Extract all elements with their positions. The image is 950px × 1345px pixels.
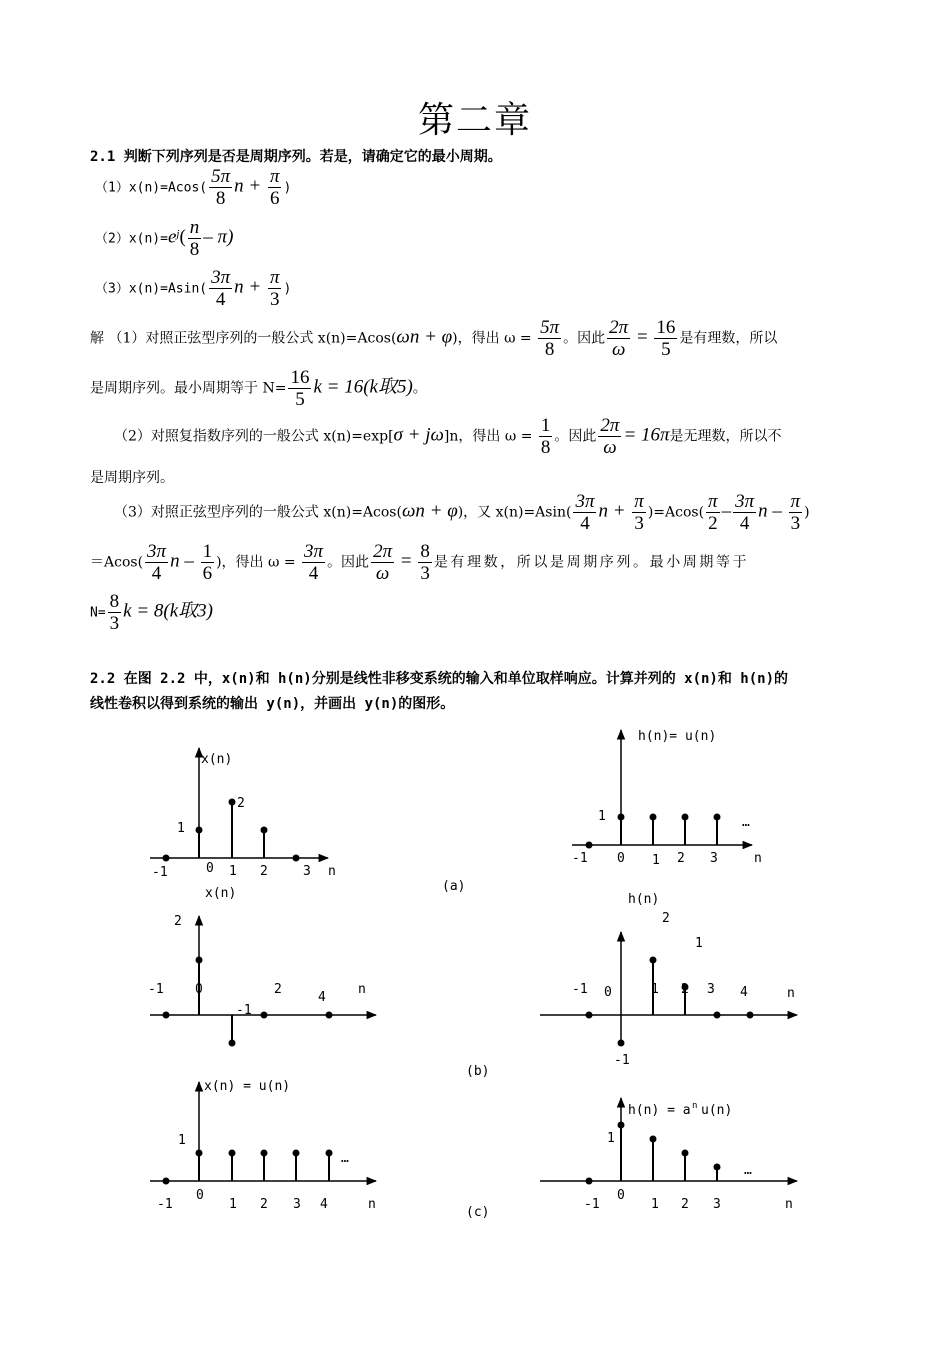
item-3: （3）x(n)=Asin( $\frac{3\pi}{4}$ n + $\frac{\pi}{3}$ ) <box>95 267 292 310</box>
continuation-dots: … <box>742 815 750 830</box>
caption-b: (b) <box>466 1064 490 1079</box>
sample-point <box>747 1012 754 1019</box>
sample-point <box>714 814 721 821</box>
sample-point <box>196 827 203 834</box>
tick-label: 0 <box>206 861 214 876</box>
solution-2-line-2: 是周期序列。 <box>90 470 174 486</box>
tick-label: -1 <box>152 865 168 880</box>
tick-label: -1 <box>148 982 164 997</box>
figure-a-h <box>572 729 762 868</box>
n-label: n <box>785 1197 793 1212</box>
figure-c-h <box>540 1098 797 1212</box>
solution-1-line-1: 解 （1）对照正弦型序列的一般公式 x(n)=Acos(ωn + φ)，得出 ω = $\frac{5\pi}{8}$ 。因此 $\frac{2\pi}{\omega}$ = $\frac{16}{5}$ 是有理数，所以 <box>90 317 778 360</box>
sample-point <box>196 957 203 964</box>
tick-label: -1 <box>584 1197 600 1212</box>
tick-label: -1 <box>572 851 588 866</box>
sample-point <box>229 1150 236 1157</box>
sample-point <box>650 814 657 821</box>
sample-point <box>650 957 657 964</box>
figure-c-x <box>150 1079 376 1212</box>
sample-point <box>163 1012 170 1019</box>
figure-b-x <box>148 886 376 1047</box>
sample-point <box>261 1150 268 1157</box>
axis-label: h(n) = a <box>628 1103 691 1118</box>
tick-label: 4 <box>320 1197 328 1212</box>
tick-label: 1 <box>651 1197 659 1212</box>
tick-label: 2 <box>260 1197 268 1212</box>
sample-point <box>163 1178 170 1185</box>
tick-label: 3 <box>713 1197 721 1212</box>
tick-label: 1 <box>651 982 659 997</box>
n-label: n <box>328 864 336 879</box>
sample-point <box>163 855 170 862</box>
value-label: 2 <box>237 796 245 811</box>
axis-label: x(n) = u(n) <box>204 1079 291 1094</box>
caption-a: (a) <box>442 879 466 894</box>
axis-label-superscript: n <box>692 1101 698 1111</box>
tick-label: -1 <box>157 1197 173 1212</box>
axis-label: x(n) <box>205 886 237 901</box>
sample-point <box>586 1178 593 1185</box>
figure-a-x <box>150 748 336 880</box>
n-label: n <box>754 851 762 866</box>
value-label: 1 <box>598 809 606 824</box>
sample-point <box>586 1012 593 1019</box>
value-label: 1 <box>177 821 185 836</box>
figure-b-h <box>540 892 797 1068</box>
question-2-2-heading-line-1: 2.2 在图 2.2 中，x(n)和 h(n)分别是线性非移变系统的输入和单位取样响应。计算并列的 x(n)和 h(n)的 <box>90 671 789 687</box>
sample-point <box>714 1012 721 1019</box>
solution-3-line-1: （3）对照正弦型序列的一般公式 x(n)=Acos(ωn + φ)，又 x(n)=Asin( $\frac{3\pi}{4}$ n + $\frac{\pi}{3}$ )=Acos( $\frac{\pi}{2}$ – $\frac{3\pi}{4}$ n – $\frac{\pi}{3}$ ) <box>114 491 810 534</box>
solution-1-line-2: 是周期序列。最小周期等于 N= $\frac{16}{5}$ k = 16(k取5)。 <box>90 367 427 410</box>
tick-label: 0 <box>617 1188 625 1203</box>
tick-label: 3 <box>293 1197 301 1212</box>
sample-point <box>682 1150 689 1157</box>
tick-label: 0 <box>195 982 203 997</box>
n-label: n <box>787 986 795 1001</box>
tick-label: 3 <box>710 851 718 866</box>
tick-label: 0 <box>617 851 625 866</box>
value-label: 2 <box>174 914 182 929</box>
tick-label: 2 <box>274 982 282 997</box>
sample-point <box>229 1040 236 1047</box>
value-label: -1 <box>614 1053 630 1068</box>
sample-point <box>293 1150 300 1157</box>
item-1: （1）x(n)=Acos( $\frac{5\pi}{8}$ n + $\frac{\pi}{6}$ ) <box>95 166 292 209</box>
axis-label: x(n) <box>201 752 233 767</box>
sample-point <box>293 855 300 862</box>
question-2-2-heading-line-2: 线性卷积以得到系统的输出 y(n)，并画出 y(n)的图形。 <box>90 696 455 712</box>
sample-point <box>261 827 268 834</box>
tick-label: 2 <box>260 864 268 879</box>
sample-point <box>714 1164 721 1171</box>
n-label: n <box>368 1197 376 1212</box>
solution-2-line-1: （2）对照复指数序列的一般公式 x(n)=exp[σ + jω]n，得出 ω = $\frac{1}{8}$ 。因此 $\frac{2\pi}{\omega}$ = 16π是无理数，所以不 <box>114 415 782 458</box>
question-2-1-heading: 2.1 判断下列序列是否是周期序列。若是，请确定它的最小周期。 <box>90 149 502 165</box>
sample-point <box>650 1136 657 1143</box>
axis-label: h(n)= u(n) <box>638 729 717 744</box>
tick-label: 0 <box>604 985 612 1000</box>
tick-label: 4 <box>740 985 748 1000</box>
sample-point <box>618 814 625 821</box>
value-label: 1 <box>178 1133 186 1148</box>
sample-point <box>682 814 689 821</box>
tick-label: 2 <box>681 1197 689 1212</box>
axis-label-tail: u(n) <box>701 1103 733 1118</box>
axis-label: h(n) <box>628 892 660 907</box>
tick-label: 3 <box>707 982 715 997</box>
sample-point <box>618 1040 625 1047</box>
caption-c: (c) <box>466 1205 490 1220</box>
solution-3-line-2: ＝Acos( $\frac{3\pi}{4}$ n – $\frac{1}{6}$ )，得出 ω = $\frac{3\pi}{4}$ 。因此 $\frac{2\pi}{\omega}$ = $\frac{8}{3}$ 是有理数，所以是周期序列。最小周期等于 <box>90 541 750 584</box>
sample-point <box>326 1012 333 1019</box>
sample-point <box>196 1150 203 1157</box>
sample-point <box>586 842 593 849</box>
continuation-dots: … <box>744 1163 752 1178</box>
value-label: 1 <box>607 1131 615 1146</box>
value-label: 2 <box>662 911 670 926</box>
sample-point <box>326 1150 333 1157</box>
tick-label: 3 <box>303 864 311 879</box>
n-label: n <box>358 982 366 997</box>
sample-point <box>261 1012 268 1019</box>
solution-3-line-3: N= $\frac{8}{3}$ k = 8(k取3) <box>90 591 213 634</box>
sample-point <box>229 799 236 806</box>
tick-label: 4 <box>318 990 326 1005</box>
sample-point <box>618 1122 625 1129</box>
continuation-dots: … <box>341 1151 349 1166</box>
value-label: -1 <box>236 1003 252 1018</box>
tick-label: -1 <box>572 982 588 997</box>
page-title: 第二章 <box>417 100 532 141</box>
tick-label: 2 <box>681 982 689 997</box>
tick-label: 0 <box>196 1188 204 1203</box>
fraction: $\frac{5\pi}{8}$ <box>211 166 231 209</box>
value-label: 1 <box>695 936 703 951</box>
tick-label: 1 <box>229 864 237 879</box>
tick-label: 1 <box>652 853 660 868</box>
tick-label: 2 <box>677 851 685 866</box>
item-2: $(2)x(n)=e^j$( $\frac{n}{8}$ – π) <box>95 217 234 260</box>
tick-label: 1 <box>229 1197 237 1212</box>
